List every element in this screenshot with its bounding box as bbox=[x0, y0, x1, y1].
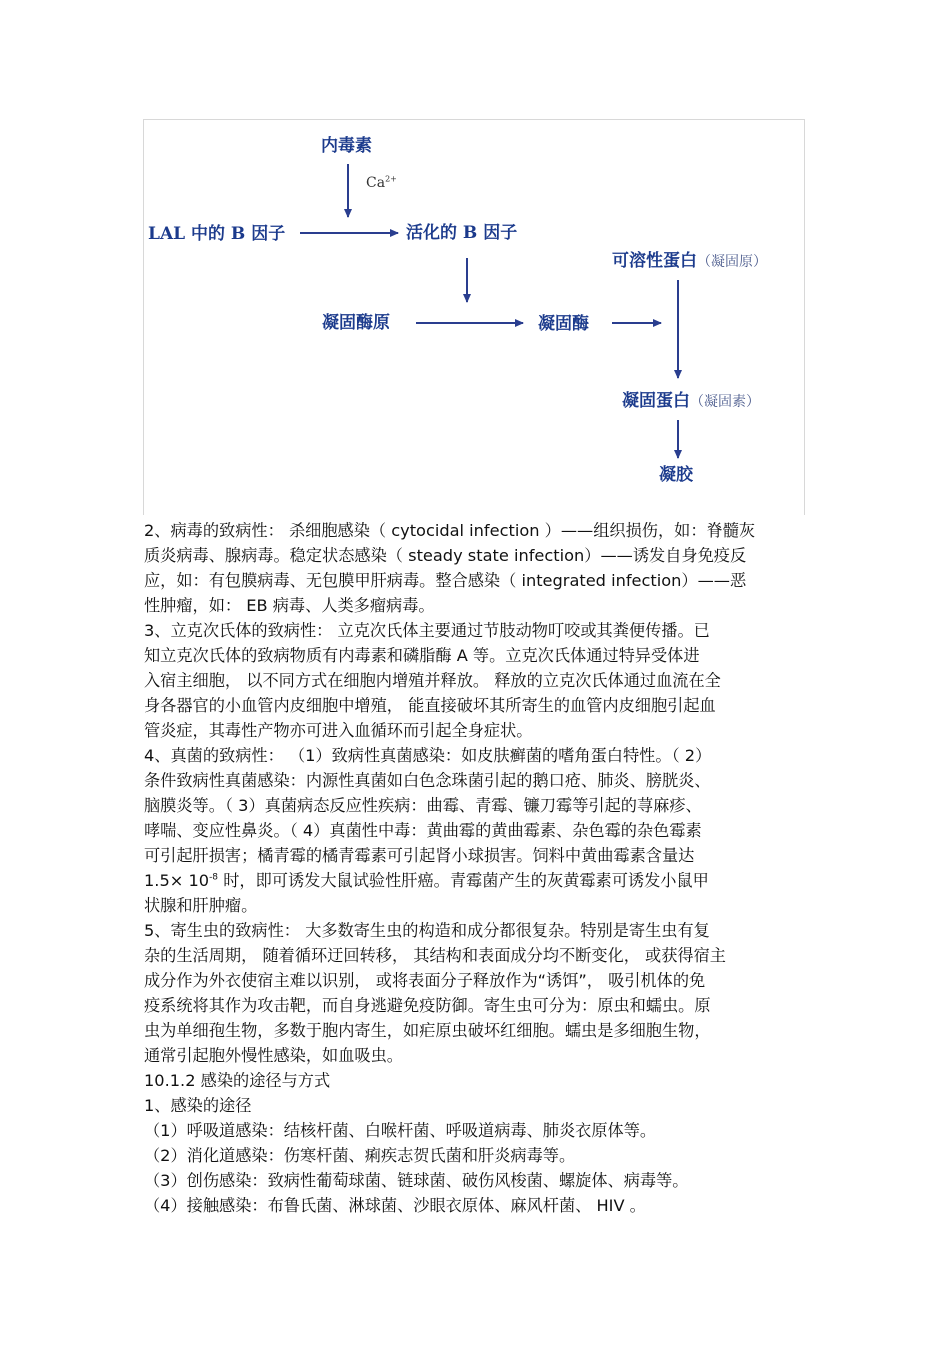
coag-protein-note: （凝固素） bbox=[690, 394, 760, 410]
calcium-symbol: Ca bbox=[366, 175, 386, 191]
soluble-protein-label: 可溶性蛋白 bbox=[612, 251, 697, 271]
text-line: 哮喘、变应性鼻炎。（ 4）真菌性中毒：黄曲霉的黄曲霉素、杂色霉的杂色霉素 bbox=[144, 821, 702, 840]
text-line-exponent bbox=[144, 868, 806, 893]
text-line: 质炎病毒、腺病毒。稳定状态感染（ steady state infection）——诱发自身免疫反 bbox=[144, 546, 747, 565]
body-text bbox=[144, 518, 806, 1218]
text-line: 4、真菌的致病性： （1）致病性真菌感染：如皮肤癣菌的嗜角蛋白特性。（ 2） bbox=[144, 746, 712, 765]
node-coagulase-pro: 凝固酶原 bbox=[322, 313, 390, 333]
text-line: 性肿瘤，如： EB 病毒、人类多瘤病毒。 bbox=[144, 596, 435, 615]
node-endotoxin: 内毒素 bbox=[321, 136, 372, 156]
list-item: （2）消化道感染：伤寒杆菌、痢疾志贺氏菌和肝炎病毒等。 bbox=[144, 1146, 576, 1165]
label-calcium bbox=[366, 175, 397, 191]
lal-reaction-diagram bbox=[143, 119, 805, 515]
section-heading: 10.1.2 感染的途径与方式 bbox=[144, 1071, 331, 1090]
text-line: 3、立克次氏体的致病性： 立克次氏体主要通过节肢动物叮咬或其粪便传播。已 bbox=[144, 621, 710, 640]
text-line: 身各器官的小血管内皮细胞中增殖， 能直接破坏其所寄生的血管内皮细胞引起血 bbox=[144, 696, 716, 715]
text-line: 成分作为外衣使宿主难以识别， 或将表面分子释放作为“诱饵”， 吸引机体的免 bbox=[144, 971, 706, 990]
text-line: 知立克次氏体的致病物质有内毒素和磷脂酶 A 等。立克次氏体通过特异受体进 bbox=[144, 646, 700, 665]
diagram-arrows bbox=[144, 120, 804, 515]
list-item: （4）接触感染：布鲁氏菌、淋球菌、沙眼衣原体、麻风杆菌、 HIV 。 bbox=[144, 1196, 646, 1215]
node-soluble-protein bbox=[612, 251, 767, 272]
text-line: 疫系统将其作为攻击靶，而自身逃避免疫防御。寄生虫可分为：原虫和蠕虫。原 bbox=[144, 996, 711, 1015]
text-line: 脑膜炎等。（ 3）真菌病态反应性疾病：曲霉、青霉、镰刀霉等引起的荨麻疹、 bbox=[144, 796, 702, 815]
list-item: （1）呼吸道感染：结核杆菌、白喉杆菌、呼吸道病毒、肺炎衣原体等。 bbox=[144, 1121, 657, 1140]
node-coag-protein bbox=[622, 391, 760, 412]
node-factor-b: LAL 中的 B 因子 bbox=[148, 224, 286, 244]
list-item: （3）创伤感染：致病性葡萄球菌、链球菌、破伤风梭菌、螺旋体、病毒等。 bbox=[144, 1171, 689, 1190]
text-line: 条件致病性真菌感染：内源性真菌如白色念珠菌引起的鹅口疮、肺炎、膀胱炎、 bbox=[144, 771, 711, 790]
node-coagulase: 凝固酶 bbox=[538, 314, 589, 334]
node-activated-b: 活化的 B 因子 bbox=[406, 223, 518, 243]
text-line: 通常引起胞外慢性感染，如血吸虫。 bbox=[144, 1046, 403, 1065]
coag-protein-label: 凝固蛋白 bbox=[622, 391, 690, 411]
node-gel: 凝胶 bbox=[659, 465, 693, 485]
text-line: 状腺和肝肿瘤。 bbox=[144, 896, 258, 915]
text-line: 2、病毒的致病性： 杀细胞感染（ cytocidal infection ）——组织损伤，如：脊髓灰 bbox=[144, 521, 756, 540]
exp-after: 时，即可诱发大鼠试验性肝癌。青霉菌产生的灰黄霉素可诱发小鼠甲 bbox=[218, 871, 709, 890]
calcium-charge: 2+ bbox=[385, 174, 397, 184]
soluble-protein-note: （凝固原） bbox=[697, 254, 767, 270]
text-line: 5、寄生虫的致病性： 大多数寄生虫的构造和成分都很复杂。特别是寄生虫有复 bbox=[144, 921, 710, 940]
exp-exponent: -8 bbox=[209, 872, 219, 883]
subsection-heading: 1、感染的途径 bbox=[144, 1096, 252, 1115]
text-line: 应，如：有包膜病毒、无包膜甲肝病毒。整合感染（ integrated infection）——恶 bbox=[144, 571, 747, 590]
exp-before: 1.5× 10 bbox=[144, 871, 210, 890]
text-line: 管炎症，其毒性产物亦可进入血循环而引起全身症状。 bbox=[144, 721, 533, 740]
text-line: 杂的生活周期， 随着循环迂回转移， 其结构和表面成分均不断变化， 或获得宿主 bbox=[144, 946, 726, 965]
text-line: 可引起肝损害；橘青霉的橘青霉素可引起肾小球损害。饲料中黄曲霉素含量达 bbox=[144, 846, 695, 865]
text-line: 入宿主细胞， 以不同方式在细胞内增殖并释放。 释放的立克次氏体通过血流在全 bbox=[144, 671, 721, 690]
text-line: 虫为单细孢生物，多数于胞内寄生，如疟原虫破坏红细胞。蠕虫是多细胞生物， bbox=[144, 1021, 711, 1040]
